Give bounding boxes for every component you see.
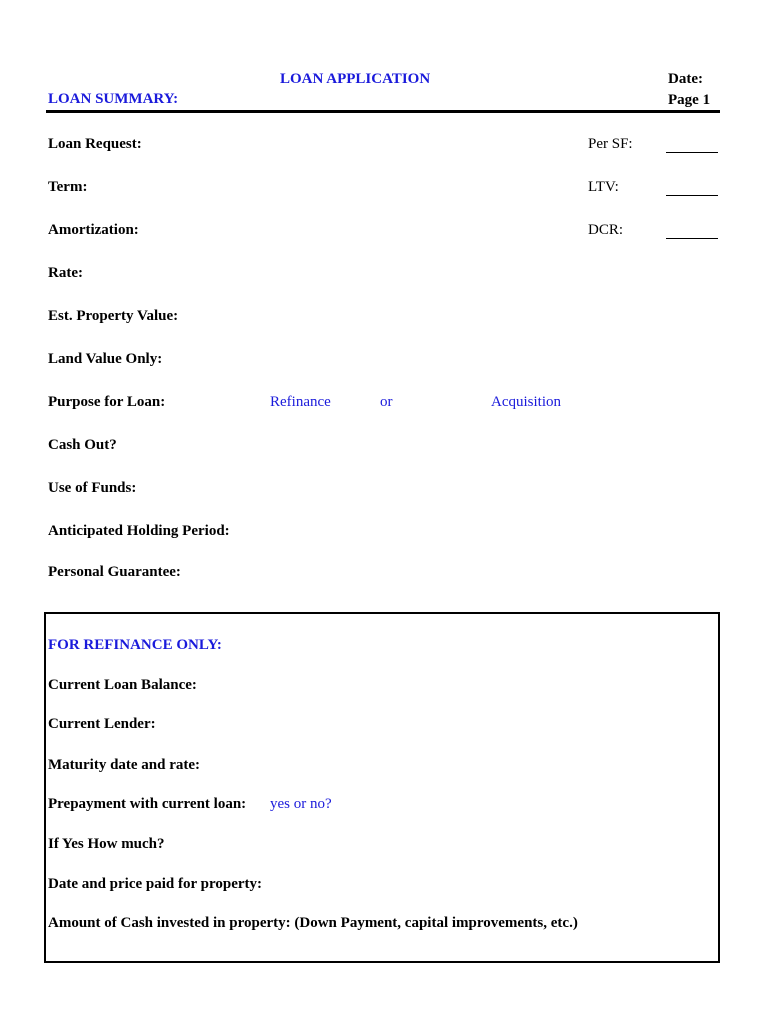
label-loan-request: Loan Request: xyxy=(48,136,142,152)
label-use-of-funds: Use of Funds: xyxy=(48,480,137,496)
date-label: Date: xyxy=(668,71,703,87)
refinance-section-box xyxy=(44,612,720,963)
label-ltv: LTV: xyxy=(588,179,619,195)
option-refinance[interactable]: Refinance xyxy=(270,394,331,410)
label-prepayment: Prepayment with current loan: xyxy=(48,796,247,812)
label-anticipated-holding-period: Anticipated Holding Period: xyxy=(48,523,230,539)
section-title-loan-summary: LOAN SUMMARY: xyxy=(48,91,179,107)
label-date-price-paid: Date and price paid for property: xyxy=(48,876,263,892)
label-rate: Rate: xyxy=(48,265,83,281)
label-purpose-for-loan: Purpose for Loan: xyxy=(48,394,166,410)
label-maturity-date-rate: Maturity date and rate: xyxy=(48,757,201,773)
label-cash-out: Cash Out? xyxy=(48,437,117,453)
label-current-lender: Current Lender: xyxy=(48,716,156,732)
label-term: Term: xyxy=(48,179,88,195)
header-divider xyxy=(46,110,720,113)
label-est-property-value: Est. Property Value: xyxy=(48,308,179,324)
label-personal-guarantee: Personal Guarantee: xyxy=(48,564,181,580)
page-number: Page 1 xyxy=(668,92,711,108)
per-sf-blank-line[interactable] xyxy=(666,152,718,153)
form-title: LOAN APPLICATION xyxy=(280,71,431,87)
refinance-section-title: FOR REFINANCE ONLY: xyxy=(48,637,222,653)
label-amortization: Amortization: xyxy=(48,222,139,238)
label-current-loan-balance: Current Loan Balance: xyxy=(48,677,197,693)
prepayment-hint[interactable]: yes or no? xyxy=(270,796,332,812)
label-per-sf: Per SF: xyxy=(588,136,633,152)
option-or-separator: or xyxy=(380,394,393,410)
label-amount-cash-invested: Amount of Cash invested in property: (Down Payment, capital improvements, etc.) xyxy=(48,915,578,931)
label-dcr: DCR: xyxy=(588,222,624,238)
label-if-yes-how-much: If Yes How much? xyxy=(48,836,165,852)
option-acquisition[interactable]: Acquisition xyxy=(491,394,561,410)
label-land-value-only: Land Value Only: xyxy=(48,351,163,367)
ltv-blank-line[interactable] xyxy=(666,195,718,196)
dcr-blank-line[interactable] xyxy=(666,238,718,239)
